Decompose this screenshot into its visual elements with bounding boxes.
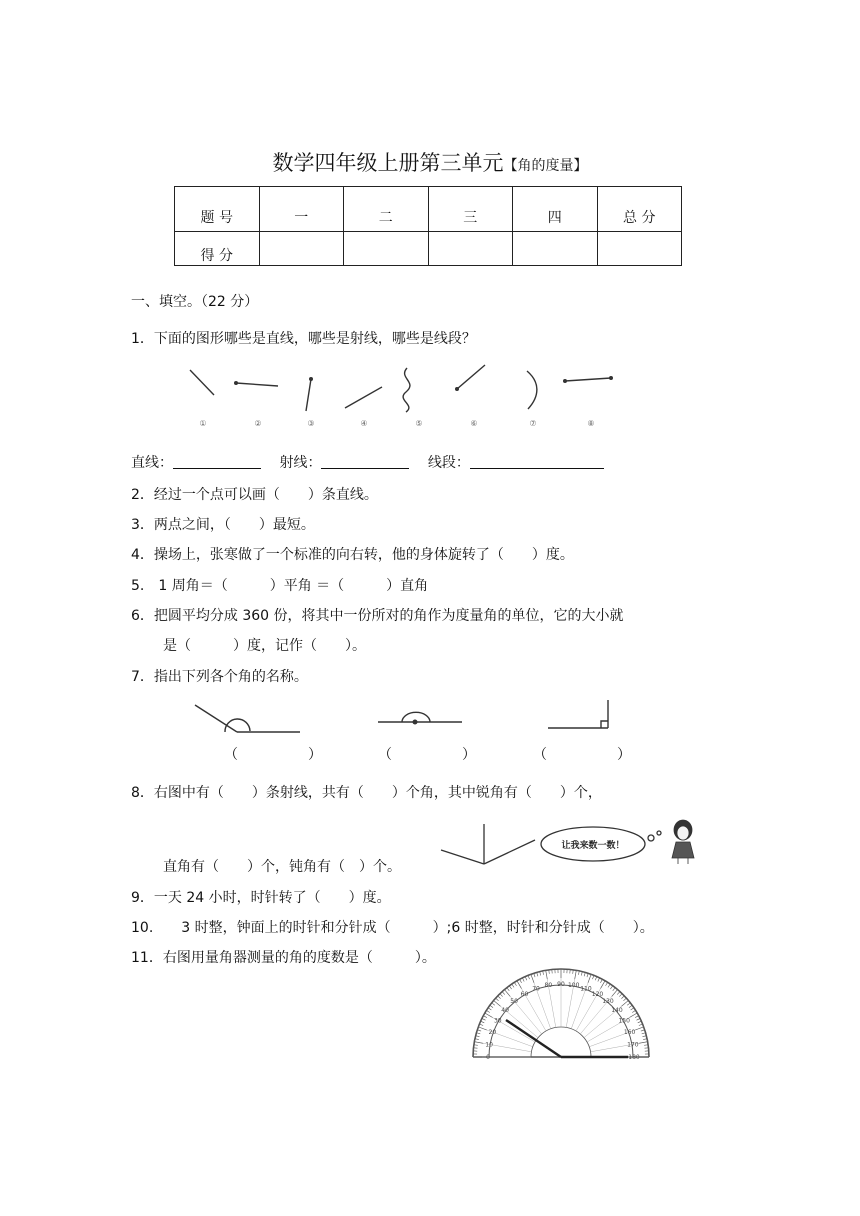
protractor-degree-label: 80 bbox=[544, 982, 553, 990]
protractor-tick bbox=[488, 1008, 491, 1010]
protractor-tick bbox=[522, 978, 524, 982]
protractor-tick bbox=[629, 1005, 632, 1007]
protractor-tick bbox=[613, 988, 615, 991]
protractor-tick bbox=[481, 1021, 485, 1023]
protractor-degree-label: 100 bbox=[567, 982, 580, 990]
score-row-label: 得 分 bbox=[175, 232, 260, 266]
protractor-tick bbox=[608, 984, 610, 987]
protractor-tick bbox=[638, 1021, 642, 1023]
protractor-degree-label: 140 bbox=[611, 1007, 623, 1015]
figure-number-label: ⑧ bbox=[587, 419, 595, 428]
question-5: 5. 1 周角＝（ ）平角 ＝（ ）直角 bbox=[131, 578, 429, 594]
question-6-line-2: 是（ ）度，记作（ ）。 bbox=[163, 638, 366, 654]
question-1: 1．下面的图形哪些是直线，哪些是射线，哪些是线段？ bbox=[131, 331, 476, 347]
protractor-tick bbox=[486, 1010, 489, 1012]
protractor-degree-label: 160 bbox=[623, 1029, 636, 1037]
question-11: 11．右图用量角器测量的角的度数是（ ）。 bbox=[131, 950, 436, 966]
q7-answer-1[interactable]: （ ） bbox=[224, 747, 322, 763]
protractor-tick bbox=[546, 970, 548, 979]
figure-number-label: ② bbox=[254, 419, 262, 428]
figure-number-label: ③ bbox=[307, 419, 315, 428]
protractor-tick bbox=[639, 1042, 648, 1044]
title-main: 数学四年级上册第三单元 bbox=[272, 151, 504, 175]
protractor-tick bbox=[623, 998, 626, 1001]
header-cell: 四 bbox=[513, 187, 598, 232]
protractor-tick bbox=[502, 992, 505, 995]
figure-number-label: ① bbox=[199, 419, 207, 428]
protractor-tick bbox=[512, 984, 514, 987]
answer-label-ray: 射线： bbox=[279, 455, 322, 471]
protractor-tick bbox=[514, 982, 516, 985]
protractor-tick bbox=[507, 988, 509, 991]
protractor-tick bbox=[588, 974, 591, 982]
header-cell: 二 bbox=[344, 187, 429, 232]
protractor-degree-label: 60 bbox=[520, 990, 529, 998]
protractor-tick bbox=[496, 998, 499, 1001]
protractor-tick bbox=[635, 1027, 643, 1030]
question-4: 4．操场上，张寒做了一个标准的向右转，他的身体旋转了（ ）度。 bbox=[131, 547, 574, 563]
figure-number-label: ⑥ bbox=[470, 419, 478, 428]
protractor-degree-label: 110 bbox=[580, 985, 592, 993]
protractor-tick bbox=[627, 1003, 630, 1005]
figure-number-label: ⑤ bbox=[415, 419, 423, 428]
figure-number-label: ⑦ bbox=[529, 419, 537, 428]
protractor-tick bbox=[482, 1018, 486, 1020]
protractor-tick bbox=[531, 974, 534, 982]
protractor-degree-label: 50 bbox=[510, 998, 518, 1006]
protractor-tick bbox=[490, 1005, 493, 1007]
protractor-tick bbox=[598, 978, 600, 982]
protractor-tick bbox=[610, 986, 612, 989]
protractor-tick bbox=[619, 994, 622, 997]
header-cell: 总 分 bbox=[597, 187, 682, 232]
protractor-degree-label: 150 bbox=[618, 1017, 630, 1025]
title-sub: 【角的度量】 bbox=[503, 158, 588, 174]
protractor-degree-label: 30 bbox=[493, 1017, 502, 1025]
protractor-tick bbox=[520, 979, 522, 983]
answer-label-segment: 线段： bbox=[427, 455, 470, 471]
figure-number-label: ④ bbox=[360, 419, 368, 428]
speech-bubble-text: 让我来数一数！ bbox=[561, 841, 625, 851]
protractor-tick bbox=[631, 1008, 634, 1010]
header-cell: 一 bbox=[259, 187, 344, 232]
protractor-tick bbox=[600, 979, 602, 983]
protractor-tick bbox=[492, 1003, 495, 1005]
protractor-tick bbox=[478, 1027, 486, 1030]
question-9: 9．一天 24 小时，时针转了（ ）度。 bbox=[131, 890, 391, 906]
protractor-tick bbox=[595, 977, 597, 981]
protractor-degree-label: 20 bbox=[488, 1029, 497, 1037]
protractor-degree-label: 40 bbox=[501, 1007, 509, 1015]
question-8-line-2: 直角有（ ）个，钝角有（ ）个。 bbox=[163, 859, 401, 875]
header-cell: 三 bbox=[428, 187, 513, 232]
question-6-line-1: 6．把圆平均分成 360 份，将其中一份所对的角作为度量角的单位，它的大小就 bbox=[131, 608, 624, 624]
measured-angle-ray bbox=[506, 1020, 561, 1057]
protractor-tick bbox=[636, 1018, 640, 1020]
protractor-tick bbox=[483, 1016, 487, 1018]
section-heading: 一、填空。（22 分） bbox=[131, 294, 259, 310]
protractor-degree-label: 180 bbox=[628, 1054, 640, 1061]
protractor-degree-label: 10 bbox=[485, 1041, 493, 1049]
protractor-tick bbox=[575, 970, 577, 979]
protractor-tick bbox=[617, 992, 620, 995]
protractor-degree-label: 120 bbox=[591, 990, 604, 998]
answer-label-line: 直线： bbox=[131, 455, 173, 471]
protractor-degree-label: 170 bbox=[627, 1041, 639, 1049]
protractor-tick bbox=[498, 996, 501, 999]
protractor-degree-label: 90 bbox=[557, 981, 565, 988]
header-cell: 题 号 bbox=[175, 187, 260, 232]
q7-answer-2[interactable]: （ ） bbox=[378, 747, 476, 763]
protractor-degree-label: 70 bbox=[532, 985, 540, 993]
protractor-degree-label: 130 bbox=[602, 998, 614, 1006]
protractor-degree-label: 0 bbox=[486, 1054, 490, 1061]
protractor-tick bbox=[500, 994, 503, 997]
question-3: 3．两点之间，（ ）最短。 bbox=[131, 517, 315, 533]
question-2: 2．经过一个点可以画（ ）条直线。 bbox=[131, 487, 378, 503]
protractor-tick bbox=[525, 977, 527, 981]
question-8-line-1: 8．右图中有（ ）条射线，共有（ ）个角，其中锐角有（ ）个， bbox=[131, 785, 602, 801]
question-7: 7．指出下列各个角的名称。 bbox=[131, 669, 308, 685]
protractor-tick bbox=[621, 996, 624, 999]
question-10: 10. 3 时整，钟面上的时针和分针成（ ）;6 时整，时针和分针成（ ）。 bbox=[131, 920, 654, 936]
protractor-tick bbox=[632, 1010, 635, 1012]
protractor-tick bbox=[606, 982, 608, 985]
protractor-tick bbox=[635, 1016, 639, 1018]
protractor-tick bbox=[474, 1042, 483, 1044]
protractor-tick bbox=[509, 986, 511, 989]
q7-answer-3[interactable]: （ ） bbox=[533, 747, 631, 763]
